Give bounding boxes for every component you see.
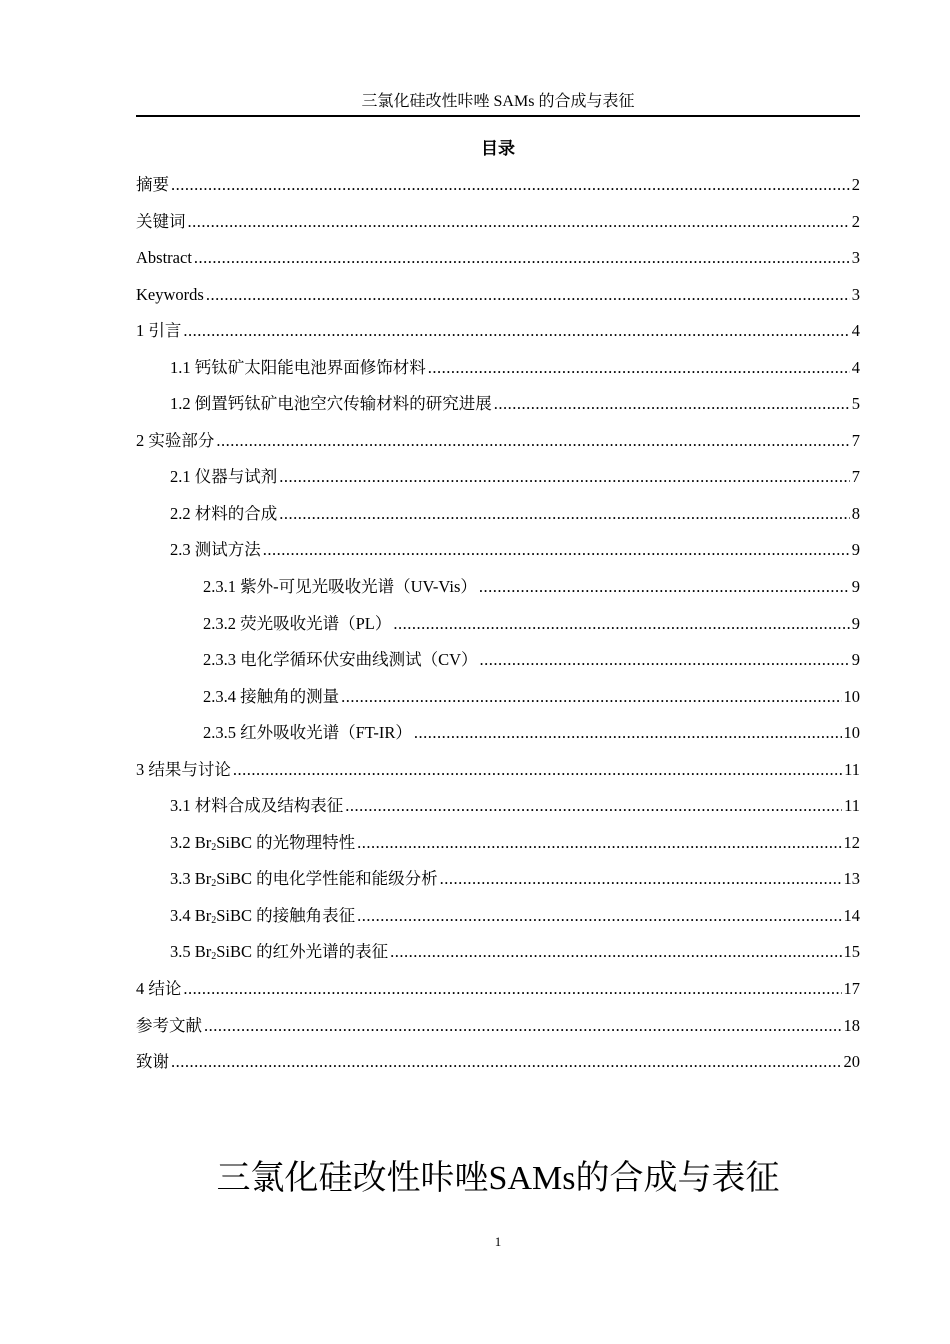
toc-entry[interactable] xyxy=(136,686,860,723)
document-title-part: 的合成与表征 xyxy=(575,1158,780,1198)
toc-entry[interactable] xyxy=(136,832,860,869)
toc-entry[interactable] xyxy=(136,357,860,394)
toc-entry-page: 17 xyxy=(843,979,860,999)
table-of-contents xyxy=(136,174,860,1088)
toc-leader-dots xyxy=(390,941,841,963)
toc-entry-page: 10 xyxy=(843,686,860,706)
toc-entry-label: 3.4 $Br_2SiBC$ 的接触角表征 xyxy=(170,905,356,926)
toc-entry-page: 2 xyxy=(851,211,860,231)
toc-leader-dots xyxy=(494,393,850,415)
header-divider xyxy=(136,115,860,117)
toc-entry-page: 18 xyxy=(843,1015,860,1035)
document-title-part: SAMs xyxy=(488,1160,576,1197)
toc-leader-dots xyxy=(345,795,842,817)
toc-entry-label: 致谢 xyxy=(136,1052,169,1072)
toc-entry[interactable] xyxy=(136,430,860,467)
toc-leader-dots xyxy=(341,686,841,708)
toc-entry-label: 2.1 仪器与试剂 xyxy=(170,467,278,487)
toc-entry[interactable] xyxy=(136,576,860,613)
toc-entry-label: 2 实验部分 xyxy=(136,430,215,450)
toc-entry-page: 9 xyxy=(851,613,860,633)
toc-leader-dots xyxy=(216,430,849,452)
toc-entry-label: 2.3.2 荧光吸收光谱（PL） xyxy=(203,613,392,633)
toc-entry-page: 7 xyxy=(851,430,860,450)
toc-entry[interactable] xyxy=(136,1015,860,1052)
toc-title: 目录 xyxy=(481,139,515,159)
toc-entry-label: 2.3.4 接触角的测量 xyxy=(203,686,340,706)
toc-leader-dots xyxy=(428,357,850,379)
toc-entry[interactable] xyxy=(136,539,860,576)
toc-leader-dots xyxy=(440,868,842,890)
toc-entry[interactable] xyxy=(136,649,860,686)
toc-entry-label: 4 结论 xyxy=(136,979,182,999)
toc-leader-dots xyxy=(279,503,850,525)
toc-leader-dots xyxy=(188,211,850,233)
toc-entry-label: 3.2 $Br_2SiBC$ 的光物理特性 xyxy=(170,832,356,853)
toc-entry-page: 8 xyxy=(851,503,860,523)
toc-entry-page: 13 xyxy=(843,869,860,889)
toc-entry-label: 1.2 倒置钙钛矿电池空穴传输材料的研究进展 xyxy=(170,394,492,414)
toc-entry-label: Keywords xyxy=(136,284,204,304)
toc-leader-dots xyxy=(171,174,850,196)
toc-entry[interactable] xyxy=(136,174,860,211)
toc-entry[interactable] xyxy=(136,868,860,905)
toc-entry-label: 摘要 xyxy=(136,175,169,194)
toc-entry-label: 2.3.1 紫外-可见光吸收光谱（UV-Vis） xyxy=(203,577,477,597)
toc-entry[interactable] xyxy=(136,722,860,759)
toc-entry[interactable] xyxy=(136,393,860,430)
toc-entry-page: 9 xyxy=(851,540,860,560)
toc-leader-dots xyxy=(183,978,841,1000)
toc-entry-label: 3.5 $Br_2SiBC$ 的红外光谱的表征 xyxy=(170,942,389,963)
toc-leader-dots xyxy=(357,905,841,927)
toc-leader-dots xyxy=(357,832,841,854)
toc-entry-page: 9 xyxy=(851,577,860,597)
toc-entry-label: 1.1 钙钛矿太阳能电池界面修饰材料 xyxy=(170,357,426,377)
toc-entry[interactable] xyxy=(136,759,860,796)
toc-leader-dots xyxy=(206,284,850,306)
toc-entry[interactable] xyxy=(136,613,860,650)
toc-leader-dots xyxy=(279,466,850,488)
toc-entry-page: 2 xyxy=(851,175,860,194)
toc-entry-label: 2.2 材料的合成 xyxy=(170,503,278,523)
toc-leader-dots xyxy=(233,759,842,781)
toc-leader-dots xyxy=(480,649,850,671)
toc-entry[interactable] xyxy=(136,795,860,832)
toc-leader-dots xyxy=(204,1015,842,1037)
toc-entry-page: 5 xyxy=(851,394,860,414)
toc-leader-dots xyxy=(393,613,849,635)
toc-entry-page: 7 xyxy=(851,467,860,487)
toc-entry-page: 4 xyxy=(851,357,860,377)
toc-entry-page: 3 xyxy=(851,248,860,268)
toc-entry[interactable] xyxy=(136,247,860,284)
running-header: 三氯化硅改性咔唑 SAMs 的合成与表征 xyxy=(361,93,635,110)
toc-entry-label: 参考文献 xyxy=(136,1015,202,1035)
toc-entry-page: 20 xyxy=(843,1052,860,1072)
document-title xyxy=(136,1156,860,1201)
toc-leader-dots xyxy=(171,1051,842,1073)
toc-leader-dots xyxy=(263,539,850,561)
toc-entry-label: Abstract xyxy=(136,248,192,268)
toc-entry[interactable] xyxy=(136,284,860,321)
toc-entry-label: 2.3.5 红外吸收光谱（FT-IR） xyxy=(203,723,412,743)
toc-entry-page: 10 xyxy=(843,723,860,743)
toc-entry-page: 12 xyxy=(843,832,860,852)
toc-leader-dots xyxy=(414,722,842,744)
toc-entry-page: 11 xyxy=(844,796,860,816)
toc-entry[interactable] xyxy=(136,978,860,1015)
toc-entry-page: 14 xyxy=(843,905,860,925)
toc-entry[interactable] xyxy=(136,320,860,357)
toc-entry-page: 3 xyxy=(851,284,860,304)
toc-entry-page: 4 xyxy=(851,321,860,341)
toc-entry-page: 9 xyxy=(851,650,860,670)
toc-entry-label: 3.3 $Br_2SiBC$ 的电化学性能和能级分析 xyxy=(170,869,438,890)
document-title-part: 三氯化硅改性咔唑 xyxy=(216,1158,489,1198)
toc-entry[interactable] xyxy=(136,211,860,248)
toc-leader-dots xyxy=(183,320,849,342)
toc-entry-label: 3.1 材料合成及结构表征 xyxy=(170,796,344,816)
toc-leader-dots xyxy=(479,576,850,598)
toc-entry[interactable] xyxy=(136,466,860,503)
toc-entry-label: 3 结果与讨论 xyxy=(136,759,231,779)
toc-entry-label: 1 引言 xyxy=(136,321,182,341)
toc-entry-page: 11 xyxy=(844,759,860,779)
toc-entry-page: 15 xyxy=(843,942,860,962)
toc-entry-label: 关键词 xyxy=(136,211,186,231)
toc-entry[interactable] xyxy=(136,503,860,540)
toc-entry[interactable] xyxy=(136,905,860,942)
toc-entry-label: 2.3.3 电化学循环伏安曲线测试（CV） xyxy=(203,650,478,670)
toc-entry[interactable] xyxy=(136,1051,860,1088)
toc-entry-label: 2.3 测试方法 xyxy=(170,540,261,560)
toc-entry[interactable] xyxy=(136,941,860,978)
toc-leader-dots xyxy=(194,247,850,269)
page-number: 1 xyxy=(494,1234,502,1249)
